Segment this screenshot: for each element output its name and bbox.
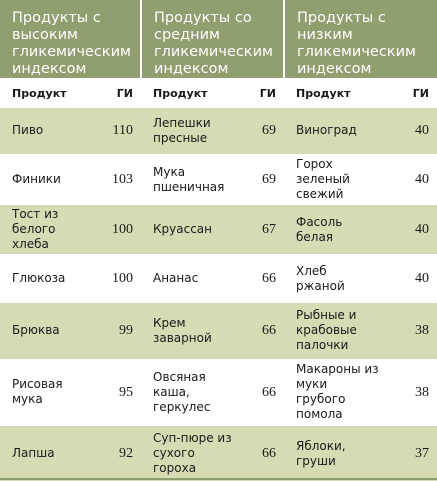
column-header-gi: ГИ <box>236 79 284 107</box>
product-name-cell: Глюкоза <box>0 255 90 303</box>
product-name-cell: Лапша <box>0 426 90 481</box>
product-name-cell: Тост из белого хлеба <box>0 205 90 255</box>
column-header-product: Продукт <box>0 79 90 107</box>
product-name-cell: Фасоль белая <box>284 205 383 255</box>
column-header-row <box>0 79 437 107</box>
product-name-cell: Макароны из муки грубого помола <box>284 359 383 425</box>
gi-value-cell: 37 <box>383 426 437 481</box>
gi-value-cell: 99 <box>90 303 141 360</box>
gi-value-cell: 66 <box>236 255 284 303</box>
gi-value-cell: 92 <box>90 426 141 481</box>
gi-value-cell: 40 <box>383 255 437 303</box>
product-name-cell: Пиво <box>0 107 90 155</box>
gi-value-cell: 38 <box>383 303 437 360</box>
gi-value-cell: 40 <box>383 205 437 255</box>
product-name-cell: Хлеб ржаной <box>284 255 383 303</box>
table-row <box>0 303 437 360</box>
product-name-cell: Рисовая мука <box>0 359 90 425</box>
gi-value-cell: 95 <box>90 359 141 425</box>
bottom-rule <box>0 478 437 480</box>
column-header-product: Продукт <box>141 79 236 107</box>
table-row <box>0 107 437 155</box>
column-header-product: Продукт <box>284 79 383 107</box>
product-name-cell: Виноград <box>284 107 383 155</box>
column-header-gi: ГИ <box>383 79 437 107</box>
table-row <box>0 426 437 481</box>
product-name-cell: Горох зеленый свежий <box>284 155 383 205</box>
gi-value-cell: 103 <box>90 155 141 205</box>
product-name-cell: Яблоки, груши <box>284 426 383 481</box>
gi-value-cell: 110 <box>90 107 141 155</box>
gi-value-cell: 69 <box>236 107 284 155</box>
gi-value-cell: 40 <box>383 107 437 155</box>
gi-value-cell: 66 <box>236 426 284 481</box>
gi-value-cell: 38 <box>383 359 437 425</box>
gi-value-cell: 66 <box>236 359 284 425</box>
gi-value-cell: 100 <box>90 205 141 255</box>
product-name-cell: Крем заварной <box>141 303 236 360</box>
gi-value-cell: 69 <box>236 155 284 205</box>
table-row <box>0 205 437 255</box>
gi-value-cell: 100 <box>90 255 141 303</box>
product-name-cell: Круассан <box>141 205 236 255</box>
column-header-gi: ГИ <box>90 79 141 107</box>
product-name-cell: Финики <box>0 155 90 205</box>
product-name-cell: Суп-пюре из сухого гороха <box>141 426 236 481</box>
group-title-low: Продукты с низким гликемическим индексом <box>284 0 437 79</box>
group-header-row <box>0 0 437 79</box>
product-name-cell: Ананас <box>141 255 236 303</box>
product-name-cell: Брюква <box>0 303 90 360</box>
group-title-high: Продукты с высоким гликемическим индексом <box>0 0 141 79</box>
table-row <box>0 255 437 303</box>
gi-value-cell: 66 <box>236 303 284 360</box>
product-name-cell: Овсяная каша, геркулес <box>141 359 236 425</box>
gi-value-cell: 40 <box>383 155 437 205</box>
product-name-cell: Лепешки пресные <box>141 107 236 155</box>
product-name-cell: Рыбные и крабовые палочки <box>284 303 383 360</box>
gi-value-cell: 67 <box>236 205 284 255</box>
group-title-medium: Продукты со средним гликемическим индексом <box>141 0 284 79</box>
table-row <box>0 155 437 205</box>
table-row <box>0 359 437 425</box>
product-name-cell: Мука пшеничная <box>141 155 236 205</box>
